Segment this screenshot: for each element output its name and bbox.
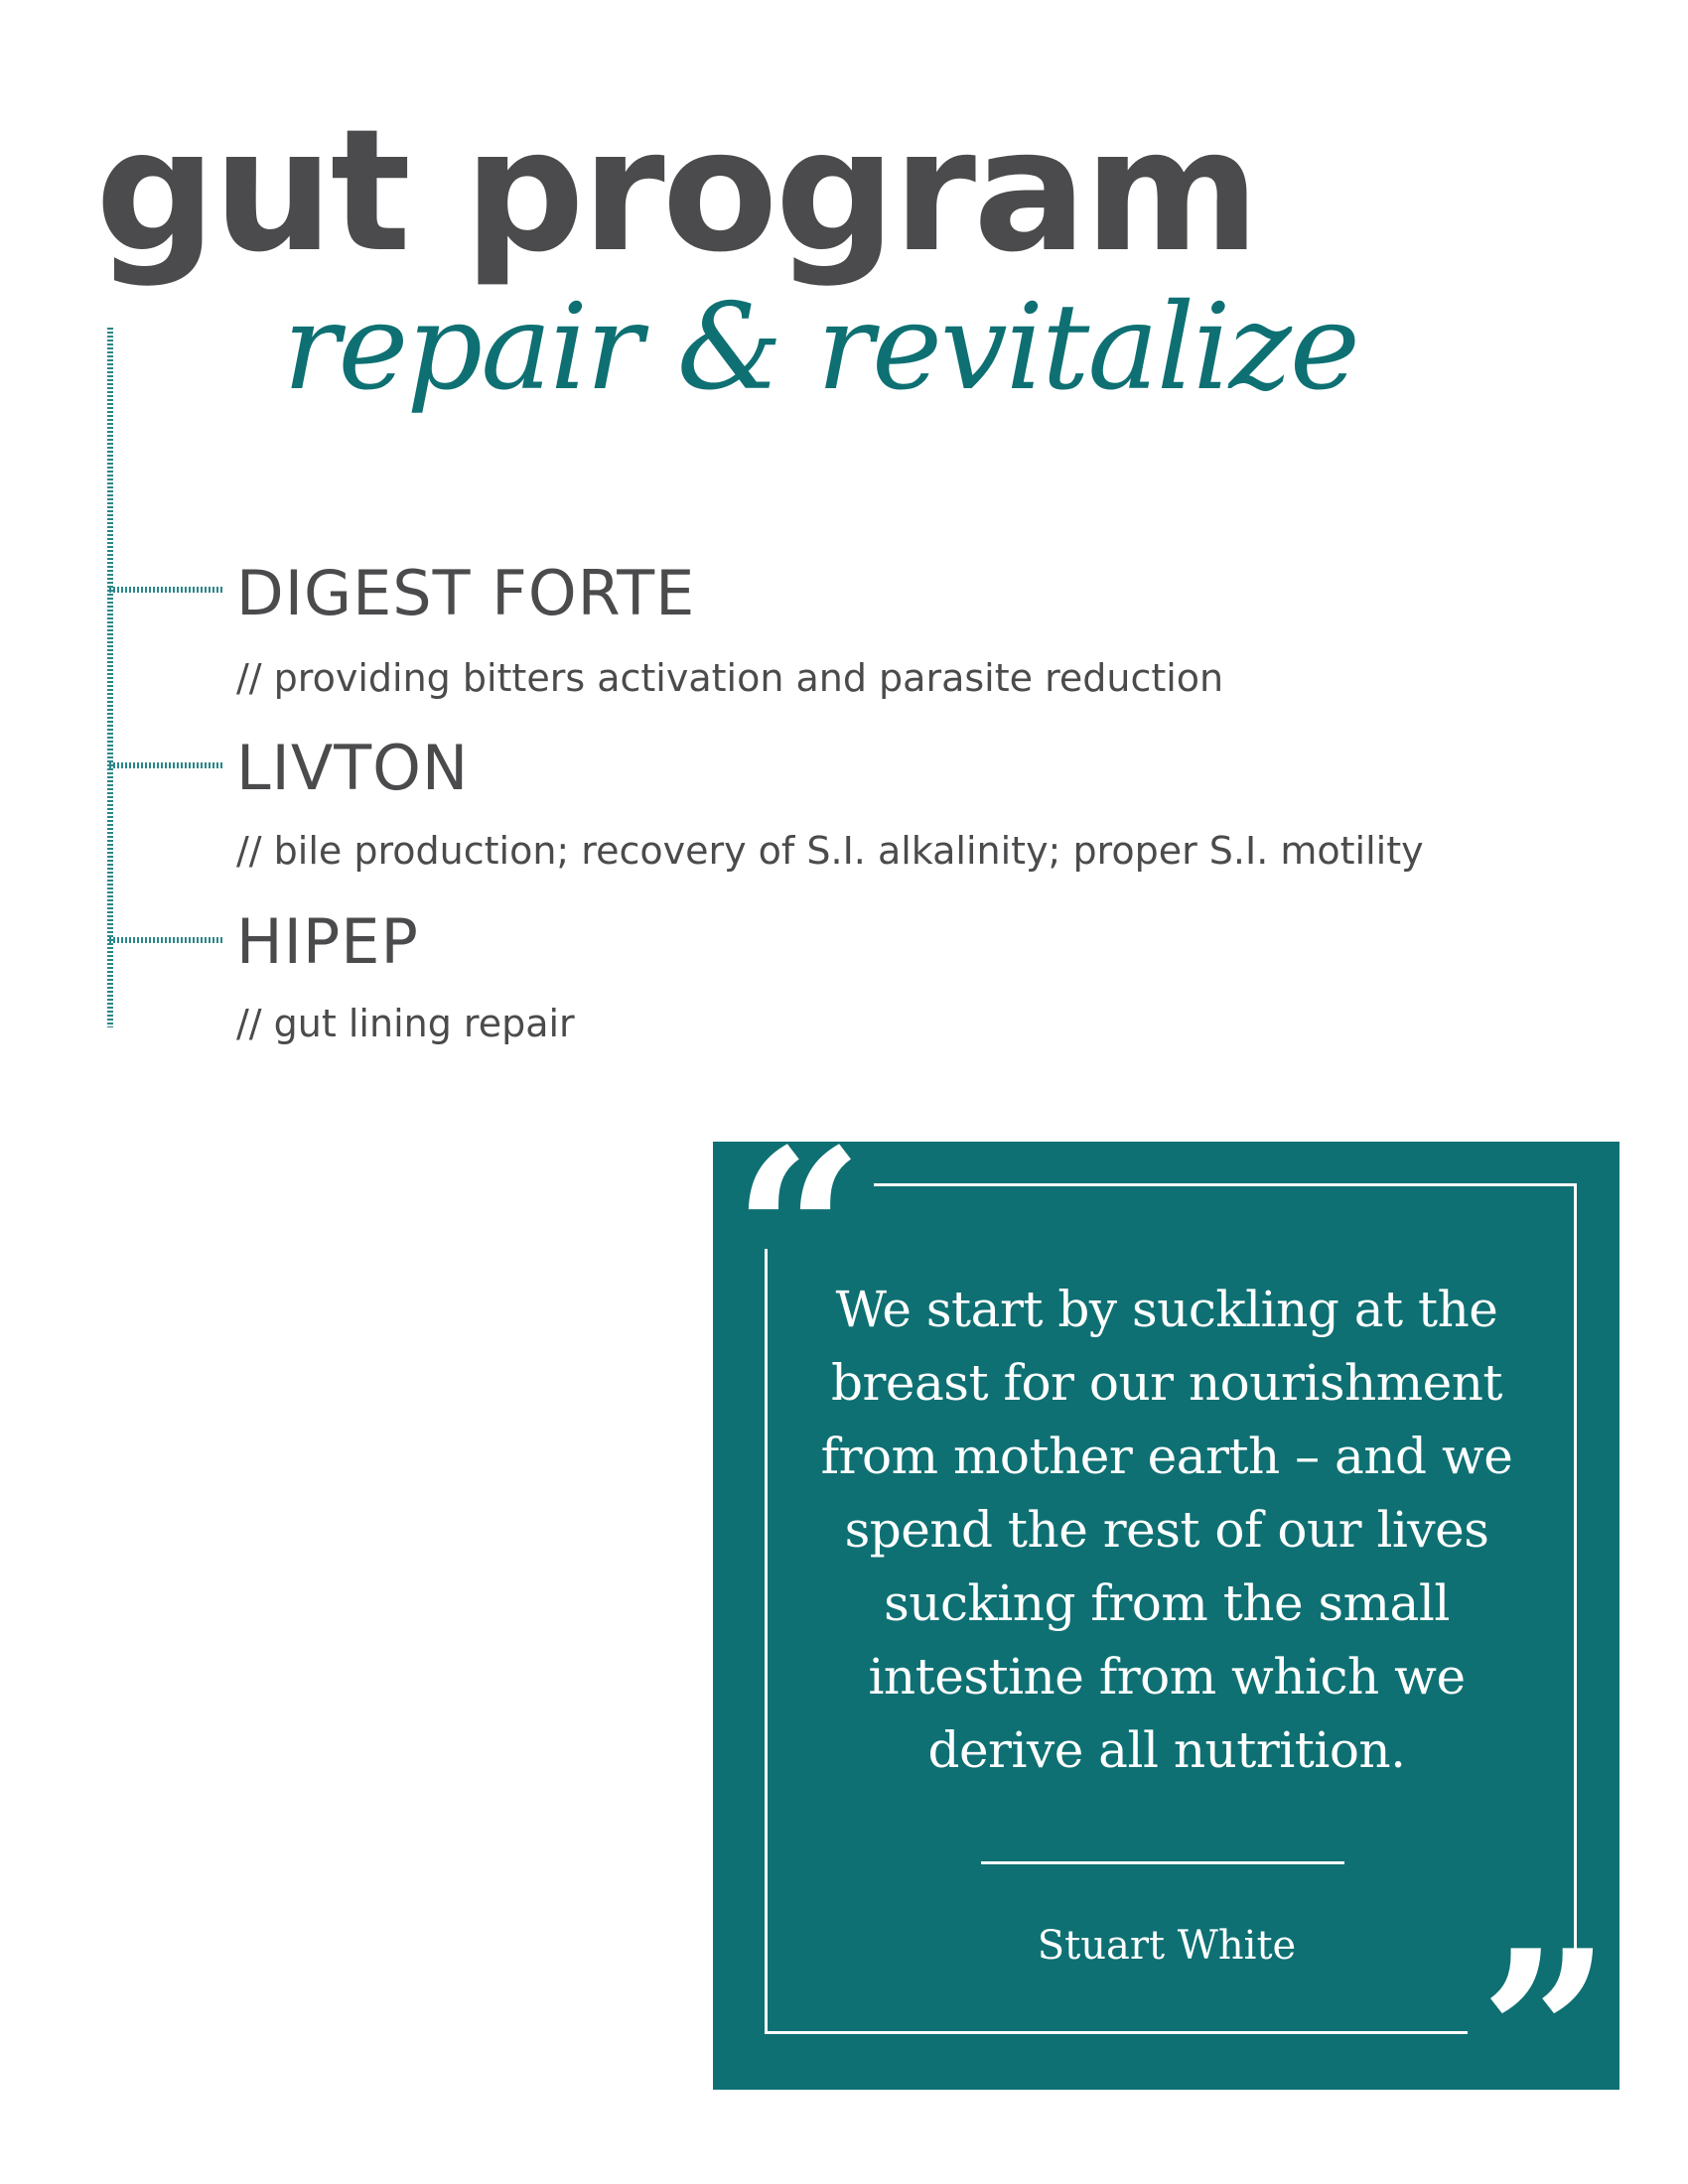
quote-text: We start by suckling at the breast for our nourishment from mother earth – and we spend the rest of our lives sucking from the small intestine from which we derive all nutrition. xyxy=(820,1281,1513,1779)
timeline-connector-hipep xyxy=(109,937,223,943)
page-subtitle: repair & revitalize xyxy=(283,279,1358,417)
product-name-digest-forte: DIGEST FORTE xyxy=(236,557,696,629)
open-quote-icon: “ xyxy=(733,1100,865,1368)
quote-author: Stuart White xyxy=(1037,1923,1297,1969)
timeline-connector-livton xyxy=(109,762,223,768)
quote-divider xyxy=(981,1861,1344,1864)
page-title: gut program xyxy=(95,93,1257,290)
product-name-hipep: HIPEP xyxy=(236,905,419,978)
quote-frame-right xyxy=(1574,1183,1577,1971)
quote-frame-bottom xyxy=(765,2031,1468,2034)
product-description-digest-forte: // providing bitters activation and parasite reduction xyxy=(236,656,1224,700)
timeline-vertical-line xyxy=(107,328,113,1027)
product-description-hipep: // gut lining repair xyxy=(236,1002,575,1045)
product-description-livton: // bile production; recovery of S.I. alkalinity; proper S.I. motility xyxy=(236,829,1424,873)
quote-frame-top xyxy=(874,1183,1576,1186)
product-name-livton: LIVTON xyxy=(236,732,470,804)
timeline-connector-digest-forte xyxy=(109,587,223,593)
close-quote-icon: ” xyxy=(1479,1901,1612,2169)
